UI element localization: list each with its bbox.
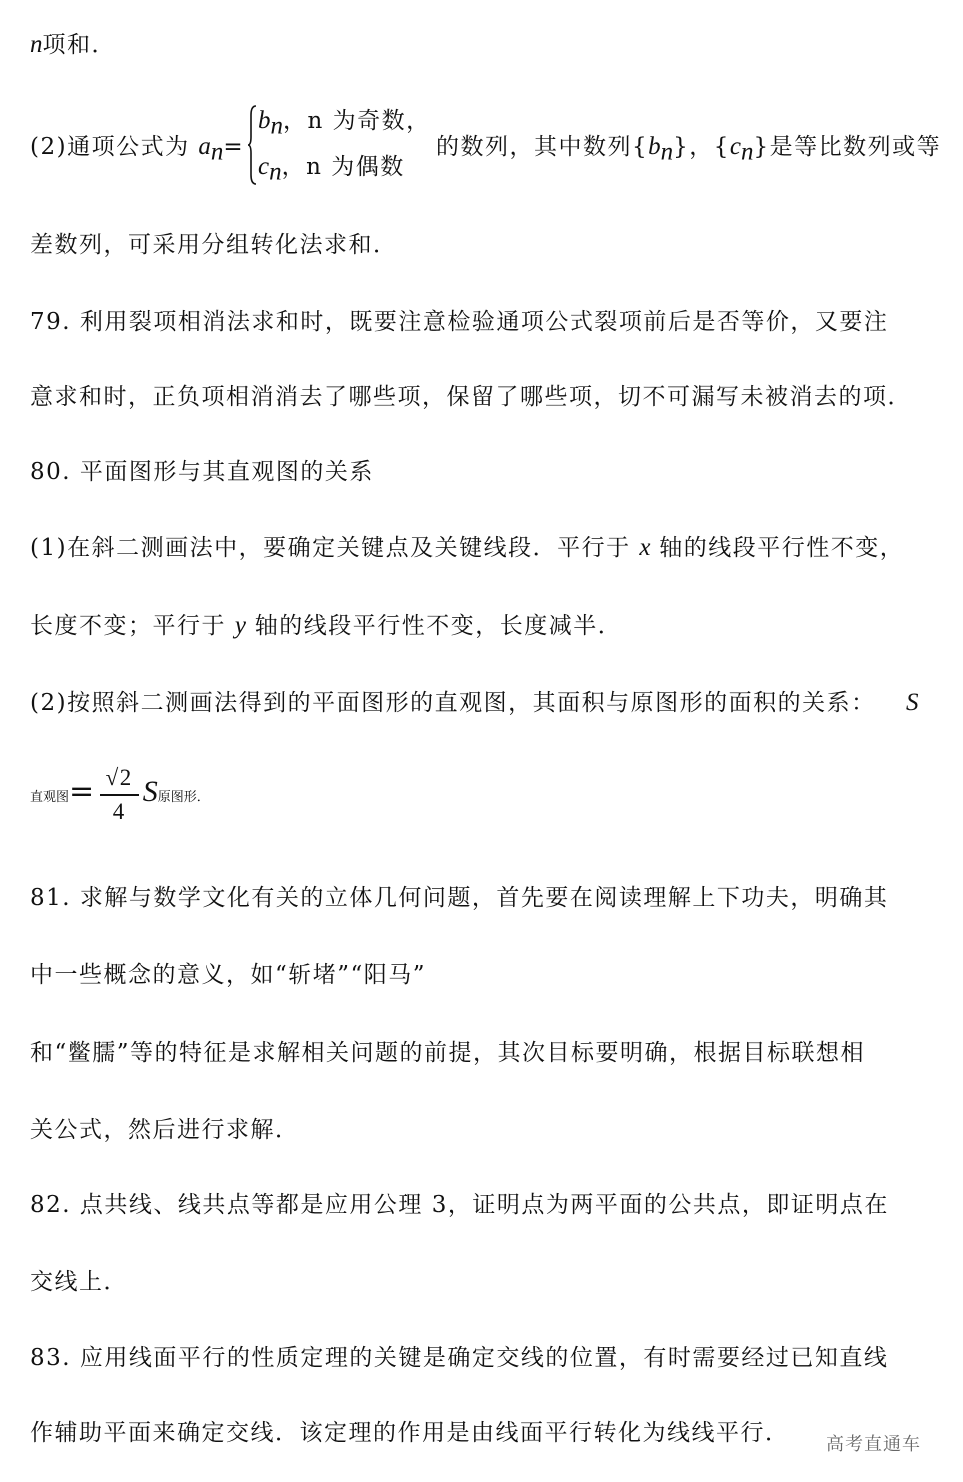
equals: = bbox=[69, 774, 96, 809]
numerator: √2 bbox=[100, 762, 139, 796]
formula-line bbox=[30, 132, 244, 168]
text-line: 81. 求解与数学文化有关的立体几何问题，首先要在阅读理解上下功夫，明确其 bbox=[30, 885, 889, 911]
text-line: 79. 利用裂项相消法求和时，既要注意检验通项公式裂项前后是否等价，又要注 bbox=[30, 309, 889, 335]
math-var: c bbox=[258, 153, 270, 180]
math-var: n bbox=[30, 31, 43, 58]
text: 轴的线段平行性不变， bbox=[650, 535, 905, 561]
case-odd bbox=[258, 106, 431, 142]
math-var: c bbox=[729, 133, 742, 160]
text-line: 中一些概念的意义，如“斩堵”“阳马” bbox=[30, 962, 427, 988]
section-heading: 80. 平面图形与其直观图的关系 bbox=[30, 459, 374, 485]
text-line: 关公式，然后进行求解． bbox=[30, 1117, 300, 1143]
text-line: 作辅助平面来确定交线．该定理的作用是由线面平行转化为线线平行． bbox=[30, 1420, 790, 1446]
math-var: x bbox=[639, 534, 651, 561]
text-line: 83. 应用线面平行的性质定理的关键是确定交线的位置，有时需要经过已知直线 bbox=[30, 1345, 889, 1371]
text: }是等比数列或等 bbox=[753, 134, 942, 160]
math-var: a bbox=[198, 133, 211, 160]
text: (1)在斜二测画法中，要确定关键点及关键线段．平行于 bbox=[30, 535, 640, 561]
text-line: 82. 点共线、线共点等都是应用公理 3，证明点为两平面的公共点，即证明点在 bbox=[30, 1192, 889, 1218]
math-var: S bbox=[142, 775, 158, 808]
math-var: y bbox=[234, 612, 246, 639]
area-formula bbox=[30, 752, 210, 838]
text-line: 和“鳖臑”等的特征是求解相关问题的前提，其次目标要明确，根据目标联想相 bbox=[30, 1040, 866, 1066]
text-line: 意求和时，正负项相消消去了哪些项，保留了哪些项，切不可漏写未被消去的项． bbox=[30, 384, 912, 410]
case-even bbox=[258, 152, 405, 188]
math-var: b bbox=[258, 107, 271, 134]
text-line bbox=[30, 30, 116, 60]
equals: = bbox=[223, 134, 245, 160]
text: 长度不变；平行于 bbox=[30, 613, 235, 639]
fraction bbox=[100, 762, 139, 828]
watermark: 高考直通车 bbox=[826, 1434, 921, 1455]
text: 项和． bbox=[42, 32, 116, 58]
formula-suffix bbox=[436, 132, 941, 168]
brace-icon bbox=[248, 105, 256, 185]
math-sub: 原图形． bbox=[157, 790, 210, 805]
math-sub: n bbox=[270, 112, 283, 140]
math-sub: 直观图 bbox=[30, 790, 70, 805]
math-sub: n bbox=[269, 158, 282, 186]
text: (2)按照斜二测画法得到的平面图形的直观图，其面积与原图形的面积的关系： bbox=[30, 690, 876, 716]
text: 的数列，其中数列{ bbox=[436, 134, 649, 160]
text: 轴的线段平行性不变，长度减半． bbox=[245, 613, 623, 639]
denominator: 4 bbox=[112, 799, 126, 824]
text: ，n 为奇数， bbox=[283, 108, 431, 134]
text: ，n 为偶数 bbox=[281, 154, 405, 180]
math-var: S bbox=[906, 689, 919, 716]
math-var: b bbox=[648, 133, 661, 160]
text-line bbox=[30, 611, 622, 641]
math-sub: n bbox=[660, 138, 674, 166]
math-sub: n bbox=[741, 138, 754, 166]
text: }，{ bbox=[673, 134, 730, 160]
text-line: 差数列，可采用分组转化法求和． bbox=[30, 232, 398, 258]
text-line: 交线上． bbox=[30, 1269, 128, 1295]
math-sub: n bbox=[210, 138, 224, 166]
text: (2)通项公式为 bbox=[30, 134, 199, 160]
text-line bbox=[30, 533, 904, 563]
text-line bbox=[30, 688, 919, 718]
